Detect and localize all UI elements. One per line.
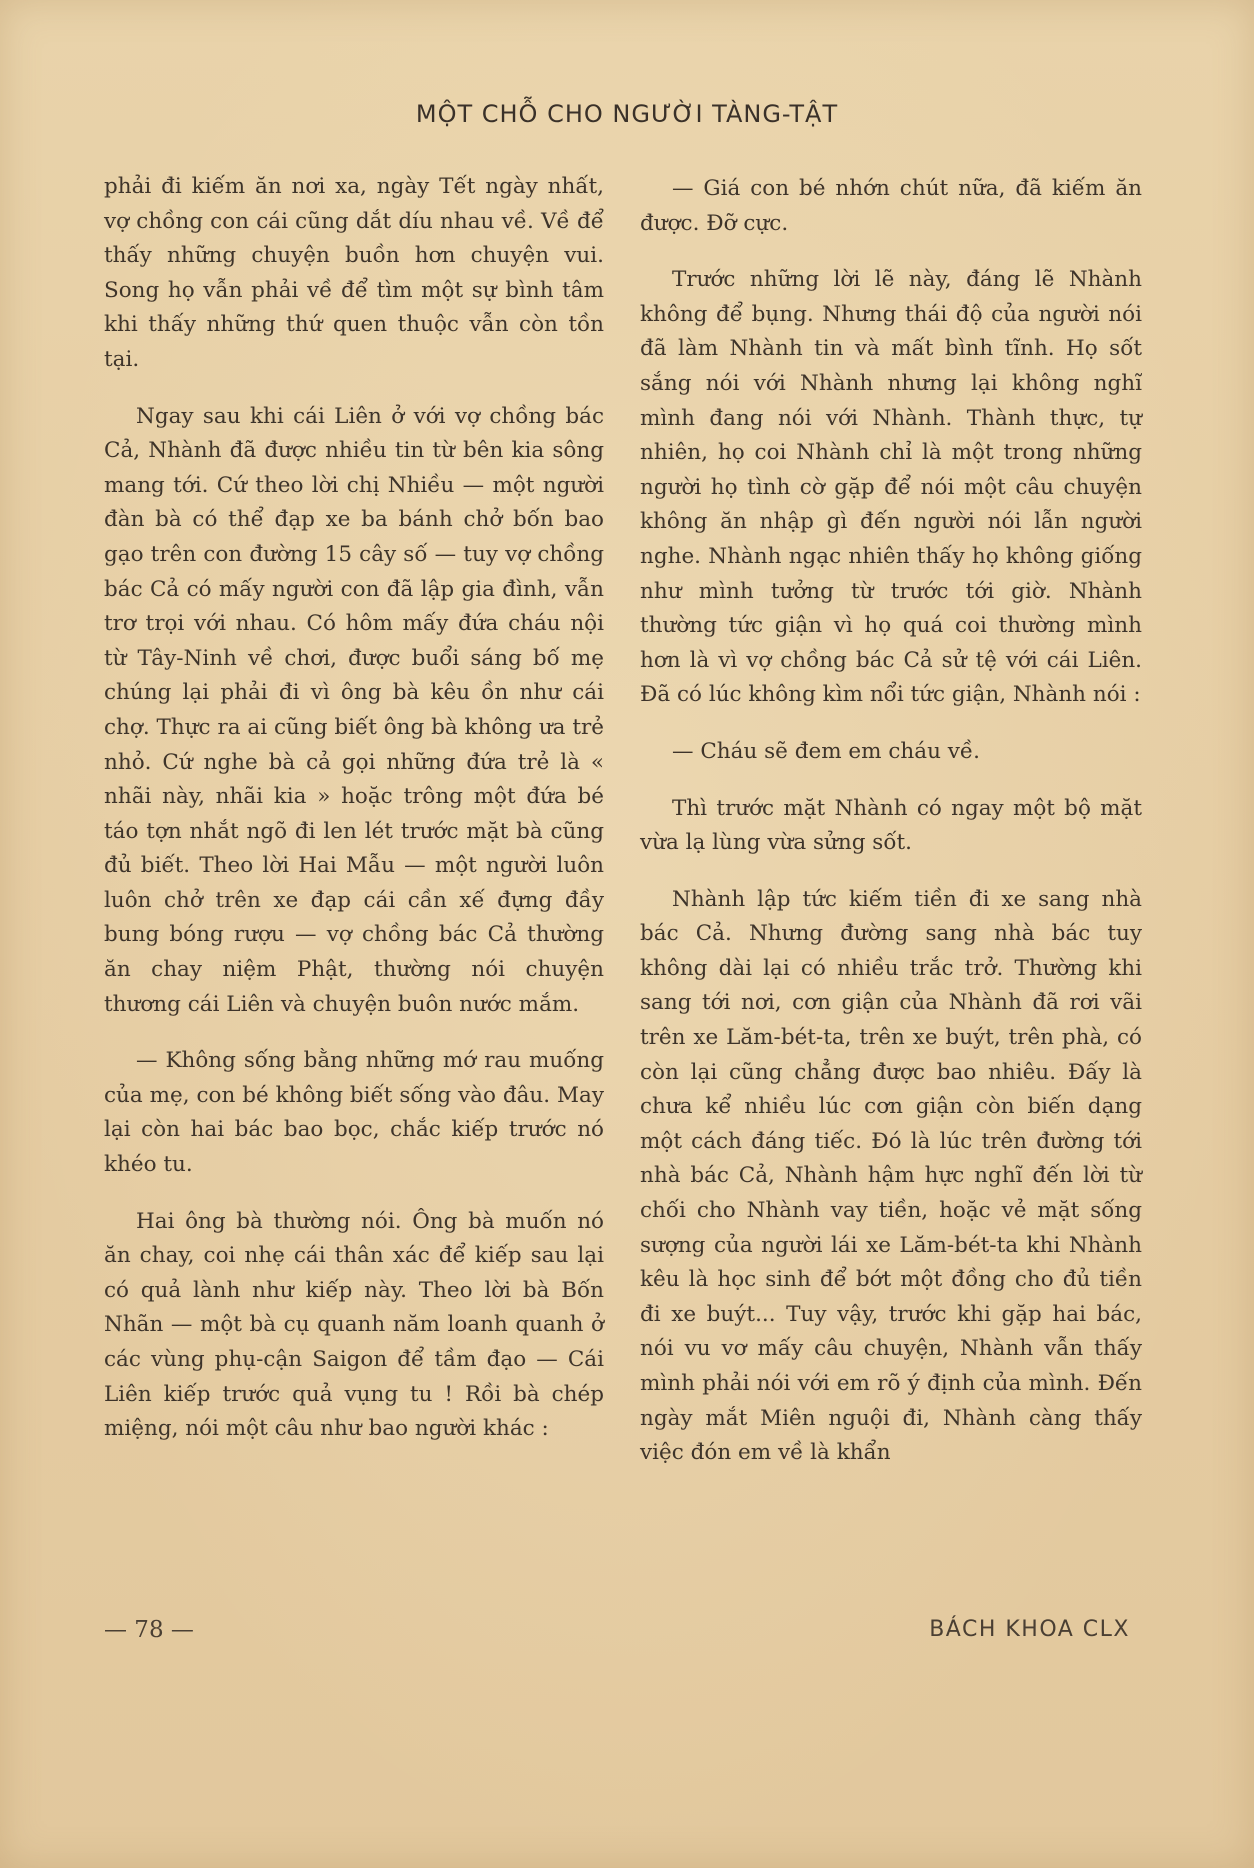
- paragraph: Nhành lập tức kiếm tiền đi xe sang nhà bác Cả. Nhưng đường sang nhà bác tuy không dài lại có nhiều trắc trở. Thường khi sang tới nơi, cơn giận của Nhành đã rơi vãi trên xe Lăm-bét-ta, trên xe buýt, trên phà, có còn lại cũng chẳng được bao nhiêu. Đấy là chưa kể nhiều lúc cơn giận còn biến dạng một cách đáng tiếc. Đó là lúc trên đường tới nhà bác Cả, Nhành hậm hực nghĩ đến lời từ chối cho Nhành vay tiền, hoặc vẻ mặt sống sượng của người lái xe Lăm-bét-ta khi Nhành kêu là học sinh để bớt một đồng cho đủ tiền đi xe buýt... Tuy vậy, trước khi gặp hai bác, nói vu vơ mấy câu chuyện, Nhành vẫn thấy mình phải nói với em rõ ý định của mình. Đến ngày mắt Miên nguội đi, Nhành càng thấy việc đón em về là khẩn: [640, 886, 1142, 1466]
- page-number: — 78 —: [104, 1617, 194, 1643]
- paragraph: Hai ông bà thường nói. Ông bà muốn nó ăn chay, coi nhẹ cái thân xác để kiếp sau lại có quả lành như kiếp này. Theo lời bà Bốn Nhãn — một bà cụ quanh năm loanh quanh ở các vùng phụ-cận Saigon để tầm đạo — Cái Liên kiếp trước quả vụng tu ! Rồi bà chép miệng, nói một câu như bao người khác :: [104, 1208, 604, 1442]
- left-column: [104, 170, 604, 1469]
- paragraph: — Cháu sẽ đem em cháu về.: [672, 738, 980, 764]
- right-column: [640, 172, 1142, 1493]
- publication-name: BÁCH KHOA CLX: [929, 1617, 1130, 1642]
- paragraph: Ngay sau khi cái Liên ở với vợ chồng bác Cả, Nhành đã được nhiều tin từ bên kia sông mang tới. Cứ theo lời chị Nhiều — một người đàn bà có thể đạp xe ba bánh chở bốn bao gạo trên con đường 15 cây số — tuy vợ chồng bác Cả có mấy người con đã lập gia đình, vẫn trơ trọi với nhau. Có hôm mấy đứa cháu nội từ Tây-Ninh về chơi, được buổi sáng bố mẹ chúng lại phải đi vì ông bà kêu ồn như cái chợ. Thực ra ai cũng biết ông bà không ưa trẻ nhỏ. Cứ nghe bà cả gọi những đứa trẻ là « nhãi này, nhãi kia » hoặc trông một đứa bé táo tợn nhắt ngõ đi len lét trước mặt bà cũng đủ biết. Theo lời Hai Mẫu — một người luôn luôn chở trên xe đạp cái cần xế đựng đầy bung bóng rượu — vợ chồng bác Cả thường ăn chay niệm Phật, thường nói chuyện thương cái Liên và chuyện buôn nước mắm.: [104, 403, 604, 1017]
- paragraph: — Không sống bằng những mớ rau muống của mẹ, con bé không biết sống vào đâu. May lại còn hai bác bao bọc, chắc kiếp trước nó khéo tu.: [104, 1048, 604, 1178]
- running-title: MỘT CHỖ CHO NGƯỜI TÀNG-TẬT: [415, 100, 839, 128]
- paragraph: — Giá con bé nhớn chút nữa, đã kiếm ăn được. Đỡ cực.: [640, 176, 1142, 236]
- paragraph: Trước những lời lẽ này, đáng lẽ Nhành không để bụng. Nhưng thái độ của người nói đã làm Nhành tin và mất bình tĩnh. Họ sốt sắng nói với Nhành nhưng lại không nghĩ mình đang nói với Nhành. Thành thực, tự nhiên, họ coi Nhành chỉ là một trong những người họ tình cờ gặp để nói một câu chuyện không ăn nhập gì đến người nói lẫn người nghe. Nhành ngạc nhiên thấy họ không giống như mình tưởng từ trước tới giờ. Nhành thường tức giận vì họ quá coi thường mình hơn là vì vợ chồng bác Cả sử tệ với cái Liên. Đã có lúc không kìm nổi tức giận, Nhành nói :: [640, 267, 1142, 708]
- paragraph: Thì trước mặt Nhành có ngay một bộ mặt vừa lạ lùng vừa sửng sốt.: [640, 795, 1142, 856]
- paragraph: phải đi kiếm ăn nơi xa, ngày Tết ngày nhất, vợ chồng con cái cũng dắt díu nhau về. Về để thấy những chuyện buồn hơn chuyện vui. Song họ vẫn phải về để tìm một sự bình tâm khi thấy những thứ quen thuộc vẫn còn tồn tại.: [104, 174, 604, 372]
